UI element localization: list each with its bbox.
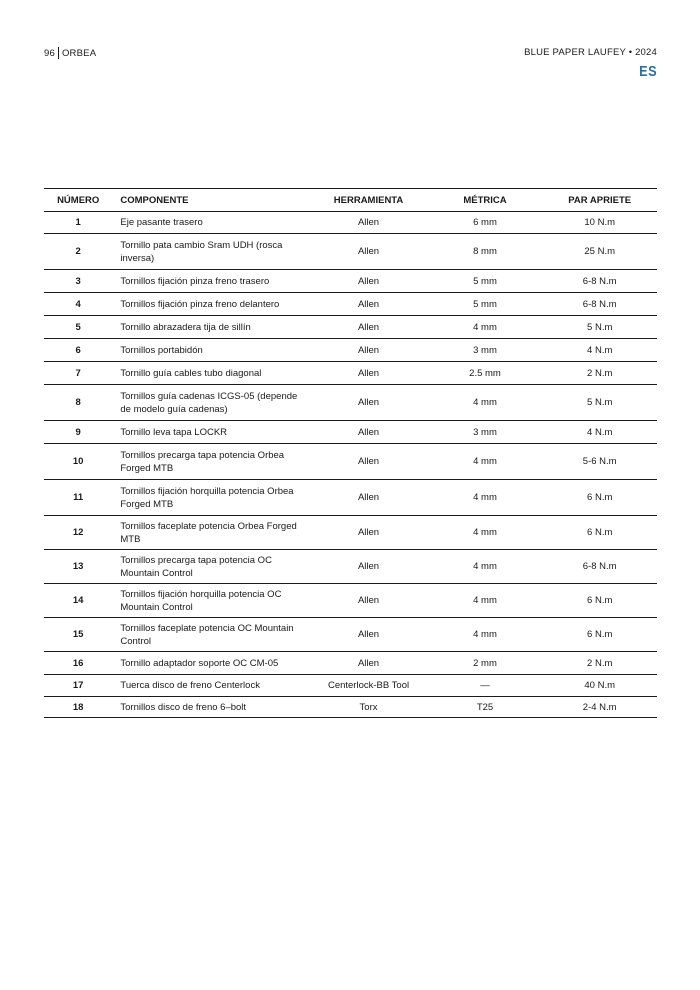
cell-tool: Allen	[309, 212, 427, 234]
cell-component: Eje pasante trasero	[112, 212, 309, 234]
cell-number: 5	[44, 316, 112, 339]
cell-number: 7	[44, 362, 112, 385]
cell-metric: 4 mm	[428, 516, 543, 550]
torque-spec-table	[44, 188, 657, 718]
cell-tool: Allen	[309, 316, 427, 339]
cell-torque: 4 N.m	[542, 421, 657, 444]
table-row	[44, 444, 657, 480]
table-row	[44, 618, 657, 652]
cell-number: 16	[44, 652, 112, 675]
cell-tool: Allen	[309, 339, 427, 362]
cell-component: Tornillos precarga tapa potencia Orbea Forged MTB	[112, 444, 309, 480]
cell-metric: 4 mm	[428, 444, 543, 480]
cell-metric: 4 mm	[428, 618, 543, 652]
column-header-torque: PAR APRIETE	[542, 189, 657, 212]
table-row	[44, 516, 657, 550]
table-row	[44, 652, 657, 675]
cell-component: Tornillos fijación pinza freno delantero	[112, 293, 309, 316]
cell-component: Tornillos faceplate potencia Orbea Forged MTB	[112, 516, 309, 550]
cell-metric: 5 mm	[428, 293, 543, 316]
cell-torque: 6-8 N.m	[542, 293, 657, 316]
cell-tool: Allen	[309, 444, 427, 480]
cell-tool: Allen	[309, 362, 427, 385]
cell-component: Tornillos precarga tapa potencia OC Mountain Control	[112, 550, 309, 584]
cell-metric: 4 mm	[428, 385, 543, 421]
cell-torque: 2 N.m	[542, 652, 657, 675]
cell-component: Tornillos faceplate potencia OC Mountain Control	[112, 618, 309, 652]
cell-component: Tornillo adaptador soporte OC CM-05	[112, 652, 309, 675]
cell-component: Tornillo pata cambio Sram UDH (rosca inversa)	[112, 234, 309, 270]
cell-component: Tuerca disco de freno Centerlock	[112, 675, 309, 697]
cell-torque: 5 N.m	[542, 316, 657, 339]
cell-torque: 5-6 N.m	[542, 444, 657, 480]
cell-number: 6	[44, 339, 112, 362]
cell-number: 12	[44, 516, 112, 550]
table-row	[44, 584, 657, 618]
cell-number: 1	[44, 212, 112, 234]
cell-torque: 6 N.m	[542, 584, 657, 618]
cell-number: 8	[44, 385, 112, 421]
cell-component: Tornillos fijación horquilla potencia OC Mountain Control	[112, 584, 309, 618]
cell-torque: 6-8 N.m	[542, 270, 657, 293]
cell-tool: Allen	[309, 293, 427, 316]
brand-name: ORBEA	[61, 47, 97, 59]
cell-metric: 2.5 mm	[428, 362, 543, 385]
cell-tool: Allen	[309, 421, 427, 444]
cell-number: 10	[44, 444, 112, 480]
cell-tool: Allen	[309, 480, 427, 516]
column-header-tool: HERRAMIENTA	[309, 189, 427, 212]
column-header-number: NÚMERO	[44, 189, 112, 212]
cell-component: Tornillos guía cadenas ICGS-05 (depende de modelo guía cadenas)	[112, 385, 309, 421]
cell-metric: 2 mm	[428, 652, 543, 675]
cell-torque: 4 N.m	[542, 339, 657, 362]
cell-number: 18	[44, 697, 112, 718]
cell-number: 15	[44, 618, 112, 652]
cell-number: 9	[44, 421, 112, 444]
cell-number: 17	[44, 675, 112, 697]
cell-number: 13	[44, 550, 112, 584]
cell-tool: Allen	[309, 550, 427, 584]
cell-metric: 4 mm	[428, 584, 543, 618]
cell-component: Tornillos fijación horquilla potencia Orbea Forged MTB	[112, 480, 309, 516]
table-row	[44, 480, 657, 516]
column-header-metric: MÉTRICA	[428, 189, 543, 212]
cell-metric: 3 mm	[428, 339, 543, 362]
cell-torque: 6-8 N.m	[542, 550, 657, 584]
cell-tool: Centerlock-BB Tool	[309, 675, 427, 697]
cell-tool: Allen	[309, 270, 427, 293]
cell-tool: Allen	[309, 652, 427, 675]
cell-tool: Torx	[309, 697, 427, 718]
cell-torque: 6 N.m	[542, 480, 657, 516]
table-row	[44, 234, 657, 270]
table-row	[44, 212, 657, 234]
cell-metric: 5 mm	[428, 270, 543, 293]
cell-metric: 4 mm	[428, 316, 543, 339]
cell-torque: 2-4 N.m	[542, 697, 657, 718]
cell-metric: —	[428, 675, 543, 697]
cell-torque: 40 N.m	[542, 675, 657, 697]
table-row	[44, 697, 657, 718]
table-body	[44, 212, 657, 718]
page-number: 96	[44, 47, 55, 59]
cell-tool: Allen	[309, 618, 427, 652]
cell-number: 11	[44, 480, 112, 516]
cell-component: Tornillos fijación pinza freno trasero	[112, 270, 309, 293]
cell-number: 2	[44, 234, 112, 270]
cell-tool: Allen	[309, 385, 427, 421]
cell-metric: 3 mm	[428, 421, 543, 444]
cell-metric: 4 mm	[428, 550, 543, 584]
table-row	[44, 385, 657, 421]
cell-component: Tornillos disco de freno 6–bolt	[112, 697, 309, 718]
cell-metric: T25	[428, 697, 543, 718]
table-row	[44, 550, 657, 584]
cell-tool: Allen	[309, 584, 427, 618]
table-header-row	[44, 189, 657, 212]
cell-metric: 4 mm	[428, 480, 543, 516]
cell-torque: 2 N.m	[542, 362, 657, 385]
cell-torque: 5 N.m	[542, 385, 657, 421]
cell-torque: 6 N.m	[542, 618, 657, 652]
table-row	[44, 421, 657, 444]
cell-number: 14	[44, 584, 112, 618]
cell-component: Tornillo leva tapa LOCKR	[112, 421, 309, 444]
document-title: BLUE PAPER LAUFEY • 2024	[524, 47, 657, 58]
cell-component: Tornillo guía cables tubo diagonal	[112, 362, 309, 385]
cell-component: Tornillo abrazadera tija de sillín	[112, 316, 309, 339]
cell-metric: 8 mm	[428, 234, 543, 270]
language-badge: ES	[639, 63, 657, 80]
cell-tool: Allen	[309, 234, 427, 270]
cell-tool: Allen	[309, 516, 427, 550]
cell-component: Tornillos portabidón	[112, 339, 309, 362]
header-divider	[58, 47, 59, 59]
cell-torque: 10 N.m	[542, 212, 657, 234]
cell-torque: 6 N.m	[542, 516, 657, 550]
table-row	[44, 293, 657, 316]
table-row	[44, 675, 657, 697]
table-row	[44, 270, 657, 293]
cell-number: 4	[44, 293, 112, 316]
cell-number: 3	[44, 270, 112, 293]
page-header-left	[44, 47, 96, 59]
table-row	[44, 362, 657, 385]
table-row	[44, 339, 657, 362]
column-header-component: COMPONENTE	[112, 189, 309, 212]
cell-torque: 25 N.m	[542, 234, 657, 270]
cell-metric: 6 mm	[428, 212, 543, 234]
table-row	[44, 316, 657, 339]
